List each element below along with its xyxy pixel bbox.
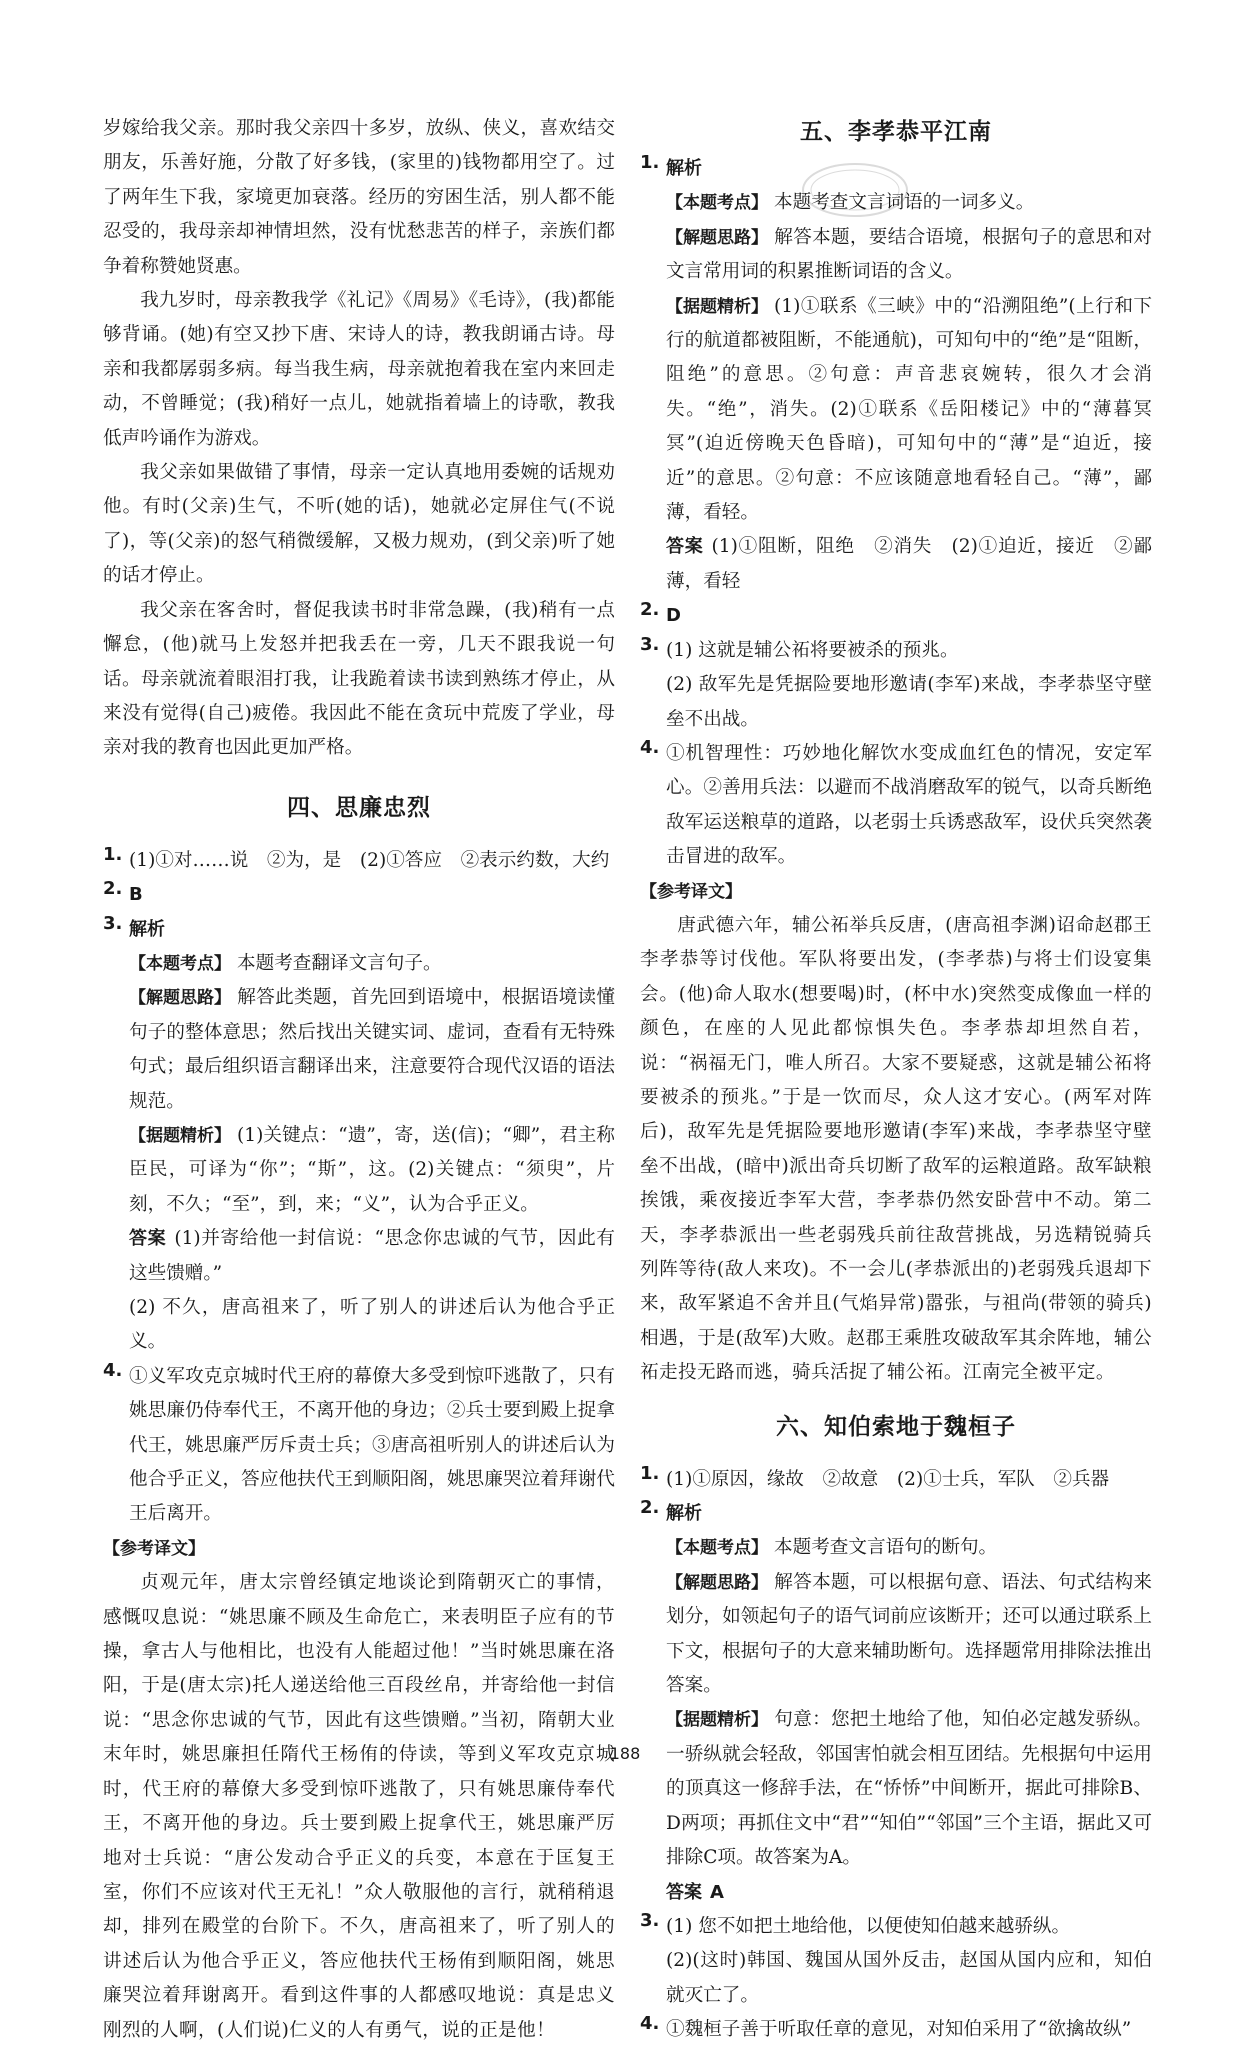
question-number: 2. xyxy=(640,599,660,621)
exam-point: 【本题考点】 本题考查文言词语的一词多义。 xyxy=(666,192,1035,214)
question-number: 1. xyxy=(640,152,660,173)
answer-text-2: (2) 敌军先是凭据险要地形邀请(李军)来战，李孝恭坚守壁垒不出战。 xyxy=(666,674,1152,730)
reference-translation-label: 【参考译文】 xyxy=(103,1538,205,1559)
s6-question-3 xyxy=(640,1910,1152,1944)
question-2 xyxy=(640,599,1152,633)
exam-point: 【本题考点】 本题考查文言语句的断句。 xyxy=(666,1537,998,1559)
answer-text: ①机智理性：巧妙地化解饮水变成血红色的情况，安定军心。②善用兵法：以避而不战消磨敌军的锐气，以奇兵断绝敌军运送粮草的道路，以老弱士兵诱惑敌军，设伏兵突然袭击冒进的敌军。 xyxy=(666,742,1152,868)
question-3 xyxy=(640,634,1152,668)
question-number: 1. xyxy=(103,843,123,865)
mother-story-para-3: 我父亲如果做错了事情，母亲一定认真地用委婉的话规劝他。有时(父亲)生气，不听(她的话)，她就必定屏住气(不说了)，等(父亲)的怒气稍微缓解，又极力规劝，(到父亲)听了她的话才停止。 xyxy=(103,462,615,587)
question-number: 4. xyxy=(640,736,660,758)
question-number: 3. xyxy=(103,912,123,934)
answer-text: B xyxy=(129,884,143,906)
section-title-6: 六、知伯索地于魏桓子 xyxy=(776,1413,1016,1440)
answer: 答案 A xyxy=(666,1881,724,1903)
s6-question-1 xyxy=(640,1463,1152,1497)
answer-text: D xyxy=(666,605,681,627)
question-number: 4. xyxy=(640,2013,660,2035)
question-1 xyxy=(103,844,615,878)
answer-text: ①义军攻克京城时代王府的幕僚大多受到惊吓逃散了，只有姚思廉仍侍奉代王，不离开他的身边；②兵士要到殿上捉拿代王，姚思廉严厉斥责士兵；③唐高祖听别人的讲述后认为他合乎正义，答应他扶代王到顺阳阁，姚思廉哭泣着拜谢代王后离开。 xyxy=(129,1365,615,1525)
reference-translation-label: 【参考译文】 xyxy=(640,881,742,902)
analysis-heading: 解析 xyxy=(666,158,702,179)
section-title-5: 五、李孝恭平江南 xyxy=(800,119,992,145)
s6-question-2 xyxy=(640,1497,1152,1531)
mother-story-para-2: 我九岁时，母亲教我学《礼记》《周易》《毛诗》，(我)都能够背诵。(她)有空又抄下唐、宋诗人的诗，教我朗诵古诗。母亲和我都孱弱多病。每当我生病，母亲就抱着我在室内来回走动，不曾睡觉；(我)稍好一点儿，她就指着墙上的诗歌，教我低声吟诵作为游戏。 xyxy=(103,290,615,449)
question-2 xyxy=(103,878,615,912)
mother-story-para-1: 岁嫁给我父亲。那时我父亲四十多岁，放纵、侠义，喜欢结交朋友，乐善好施，分散了好多钱，(家里的)钱物都用空了。过了两年生下我，家境更加衰落。经历的穷困生活，别人都不能忍受的，我母亲却神情坦然，没有忧愁悲苦的样子，亲族们都争着称赞她贤惠。 xyxy=(103,118,615,277)
answer-text: (1) 这就是辅公祏将要被杀的预兆。 xyxy=(666,639,959,661)
answer-text: ①魏桓子善于听取任章的意见，对知伯采用了“欲擒故纵” xyxy=(666,2019,1132,2041)
question-number: 4. xyxy=(103,1359,123,1381)
question-1 xyxy=(640,152,1152,186)
answer-text-2: (2)(这时)韩国、魏国从国外反击，赵国从国内应和，知伯就灭亡了。 xyxy=(666,1950,1152,2006)
question-3 xyxy=(103,913,615,947)
question-number: 2. xyxy=(640,1497,660,1519)
question-number: 3. xyxy=(640,1909,660,1931)
reference-translation: 唐武德六年，辅公祏举兵反唐，(唐高祖李渊)诏命赵郡王李孝恭等讨伐他。军队将要出发，(李孝恭)与将士们设宴集会。(他)命人取水(想要喝)时，(杯中水)突然变成像血一样的颜色，在座的人见此都惊惧失色。李孝恭却坦然自若，说：“祸福无门，唯人所召。大家不要疑惑，这就是辅公祏将要被杀的预兆。”于是一饮而尽，众人这才安心。(两军对阵后)，敌军先是凭据险要地形邀请(李军)来战，李孝恭坚守壁垒不出战，(暗中)派出奇兵切断了敌军的运粮道路。敌军缺粮挨饿，乘夜接近李军大营，李孝恭仍然安卧营中不动。第二天，李孝恭派出一些老弱残兵前往敌营挑战，另选精锐骑兵列阵等待(敌人来攻)。不一会儿(孝恭派出的)老弱残兵退却下来，敌军紧追不舍并且(气焰异常)嚣张，与祖尚(带领的骑兵)相遇，于是(敌军)大败。赵郡王乘胜攻破敌军其余阵地，辅公祏走投无路而逃，骑兵活捉了辅公祏。江南完全被平定。 xyxy=(640,914,1152,1384)
solving-approach: 【解题思路】 解答本题，可以根据句意、语法、句式结构来划分，如领起句子的语气词前应该断开；还可以通过联系上下文，根据句子的大意来辅助断句。选择题常用排除法推出答案。 xyxy=(666,1571,1152,1697)
answer: 答案 (1)并寄给他一封信说：“思念你忠诚的气节，因此有这些馈赠。” xyxy=(129,1228,615,1284)
page-number: 188 xyxy=(609,1744,641,1763)
detailed-analysis: 【据题精析】 (1)①联系《三峡》中的“沿溯阻绝”(上行和下行的航道都被阻断，不能通航)，可知句中的“绝”是“阻断，阻绝”的意思。②句意：声音悲哀婉转，很久才会消失。“绝”，消失。(2)①联系《岳阳楼记》中的“薄暮冥冥”(迫近傍晚天色昏暗)，可知句中的“薄”是“迫近，接近”的意思。②句意：不应该随意地看轻自己。“薄”，鄙薄，看轻。 xyxy=(666,295,1152,524)
analysis-heading: 解析 xyxy=(666,1503,702,1525)
answer-text: (1) 您不如把土地给他，以便使知伯越来越骄纵。 xyxy=(666,1915,1071,1937)
question-number: 1. xyxy=(640,1462,660,1484)
question-number: 3. xyxy=(640,633,660,655)
analysis-heading: 解析 xyxy=(129,918,165,940)
solving-approach: 【解题思路】 解答本题，要结合语境，根据句子的意思和对文言常用词的积累推断词语的含义。 xyxy=(666,226,1152,283)
section-title-4: 四、思廉忠烈 xyxy=(287,794,431,821)
answer: 答案 (1)①阻断，阻绝 ②消失 (2)①迫近，接近 ②鄙薄，看轻 xyxy=(666,536,1153,592)
answer-text: (1)①原因，缘故 ②故意 (2)①士兵，军队 ②兵器 xyxy=(666,1468,1110,1490)
exam-point: 【本题考点】 本题考查翻译文言句子。 xyxy=(129,952,442,974)
answer-text: (1)①对……说 ②为，是 (2)①答应 ②表示约数，大约 xyxy=(129,849,610,871)
question-4 xyxy=(640,737,1152,875)
question-4 xyxy=(103,1360,615,1532)
reference-translation: 贞观元年，唐太宗曾经镇定地谈论到隋朝灭亡的事情，感慨叹息说：“姚思廉不顾及生命危亡，来表明臣子应有的节操，拿古人与他相比，也没有人能超过他！”当时姚思廉在洛阳，于是(唐太宗)托人递送给他三百段丝帛，并寄给他一封信说：“思念你忠诚的气节，因此有这些馈赠。”当初，隋朝大业末年时，姚思廉担任隋代王杨侑的侍读，等到义军攻克京城时，代王府的幕僚大多受到惊吓逃散了，只有姚思廉侍奉代王，不离开他的身边。兵士要到殿上捉拿代王，姚思廉严厉地对士兵说：“唐公发动合乎正义的兵变，本意在于匡复王室，你们不应该对代王无礼！”众人敬服他的言行，就稍稍退却，排列在殿堂的台阶下。不久，唐高祖来了，听了别人的讲述后认为他合乎正义，答应他扶代王杨侑到顺阳阁，姚思廉哭泣着拜谢离开。看到这件事的人都感叹地说：真是忠义刚烈的人啊，(人们说)仁义的人有勇气，说的正是他！ xyxy=(103,1572,615,2041)
detailed-analysis: 【据题精析】 (1)关键点：“遗”，寄，送(信)；“卿”，君主称臣民，可译为“你”；“斯”，这。(2)关键点：“须臾”，片刻，不久；“至”，到，来；“义”，认为合乎正义。 xyxy=(129,1124,615,1215)
solving-approach: 【解题思路】 解答此类题，首先回到语境中，根据语境读懂句子的整体意思；然后找出关键实词、虚词，查看有无特殊句式；最后组织语言翻译出来，注意要符合现代汉语的语法规范。 xyxy=(129,987,615,1112)
mother-story-para-4: 我父亲在客舍时，督促我读书时非常急躁，(我)稍有一点懈怠，(他)就马上发怒并把我丢在一旁，几天不跟我说一句话。母亲就流着眼泪打我，让我跪着读书读到熟练才停止，从来没有觉得(自己)疲倦。我因此不能在贪玩中荒废了学业，母亲对我的教育也因此更加严格。 xyxy=(103,599,615,759)
answer-2: (2) 不久，唐高祖来了，听了别人的讲述后认为他合乎正义。 xyxy=(129,1297,615,1353)
question-number: 2. xyxy=(103,878,123,900)
s6-question-4 xyxy=(640,2013,1152,2047)
detailed-analysis: 【据题精析】 句意：您把土地给了他，知伯必定越发骄纵。一骄纵就会轻敌，邻国害怕就会相互团结。先根据句中运用的顶真这一修辞手法，在“㤭㤭”中间断开，据此可排除B、D两项；再抓住文中“君”“知伯”“邻国”三个主语，据此又可排除C项。故答案为A。 xyxy=(666,1709,1152,1869)
